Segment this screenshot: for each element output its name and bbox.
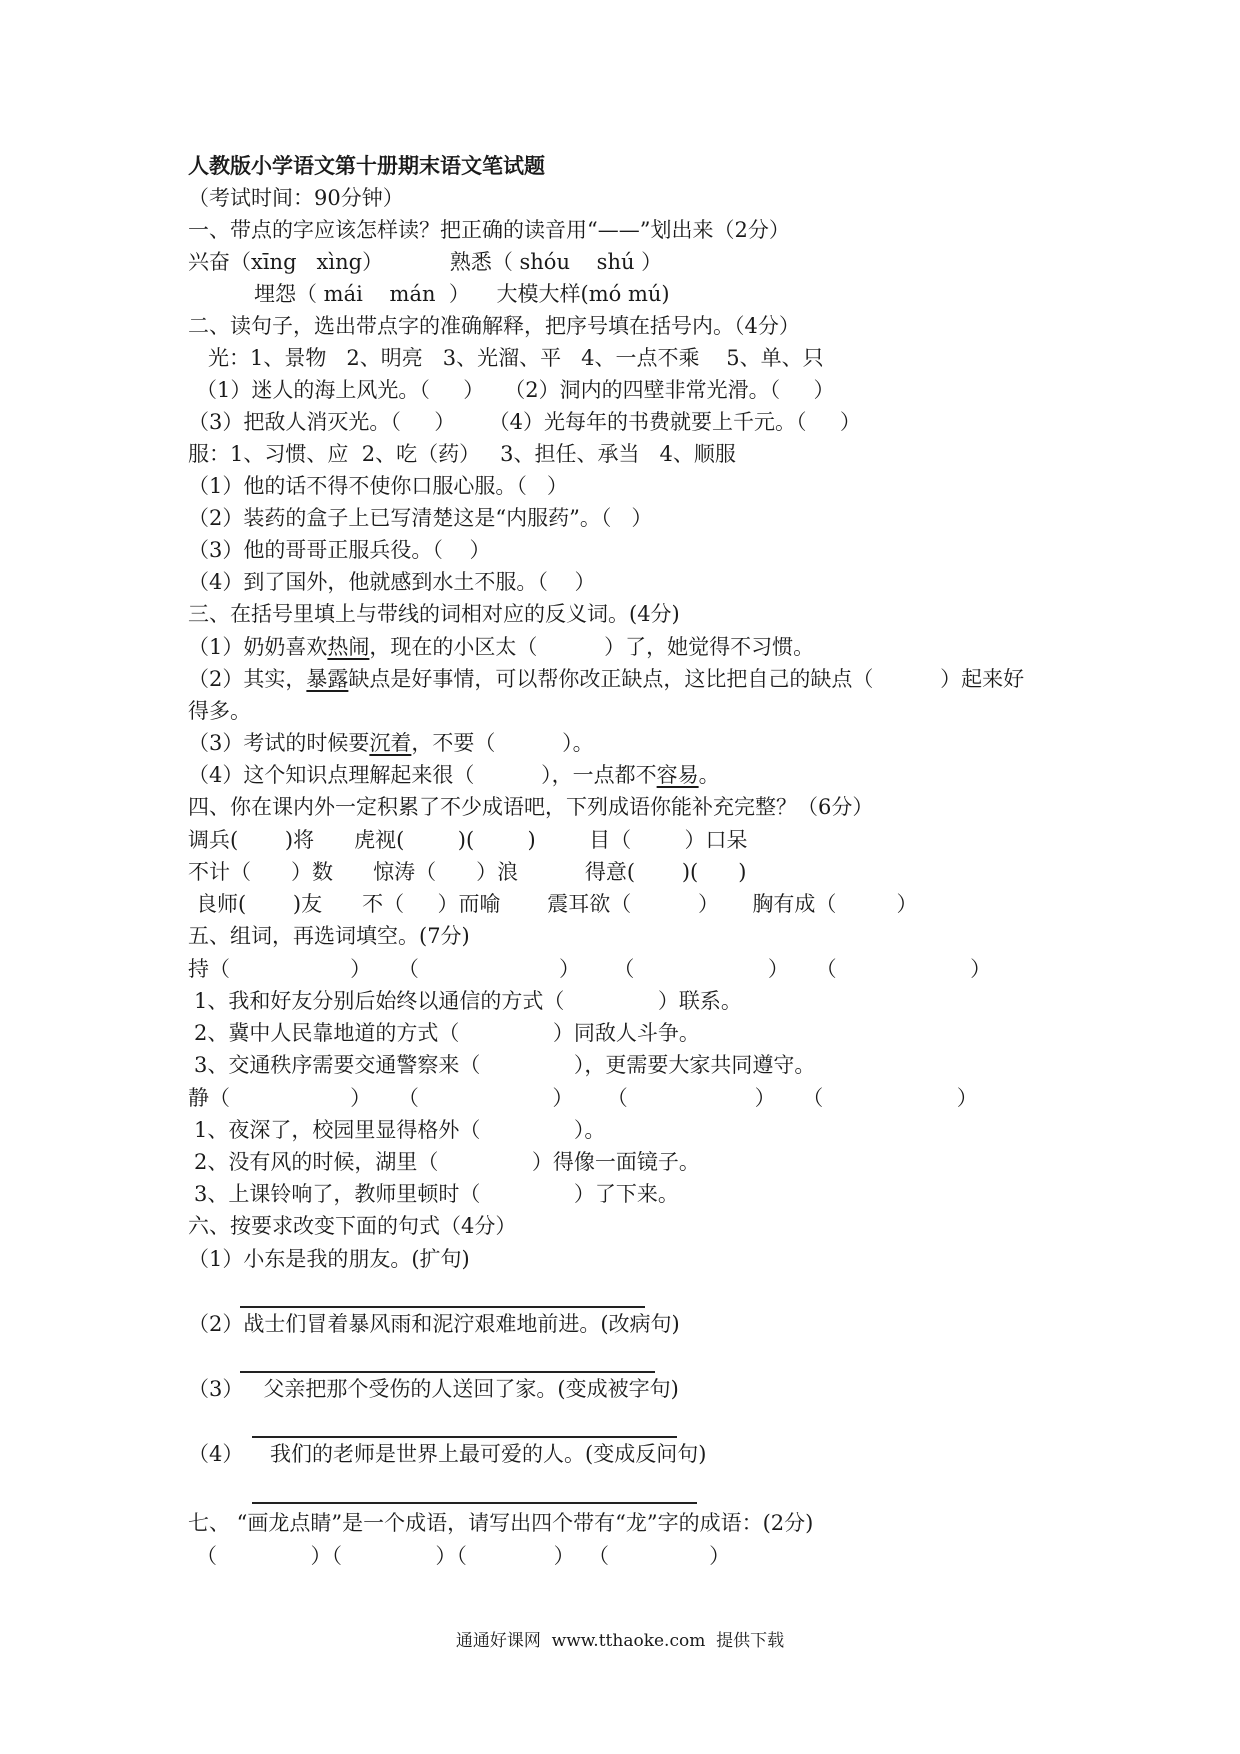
q7-heading: 七、 “画龙点睛”是一个成语，请写出四个带有“龙”字的成语：(2分) (188, 1511, 814, 1535)
q2-fu-4: （4）到了国外，他就感到水土不服。（ ） (188, 570, 596, 594)
underlined-word: 热闹 (327, 635, 370, 659)
q4-row-1: 调兵( )将 虎视( )( ) 目（ ）口呆 (188, 828, 748, 852)
q4-heading: 四、你在课内外一定积累了不少成语吧，下列成语你能补充完整？（6分） (188, 795, 874, 819)
q6-sentence-1: （1）小东是我的朋友。(扩句) (188, 1247, 470, 1271)
q2-fu-1: （1）他的话不得不使你口服心服。（ ） (188, 474, 568, 498)
underlined-word: 容易 (656, 763, 699, 787)
q2-fu-3: （3）他的哥哥正服兵役。（ ） (188, 538, 491, 562)
answer-line[interactable] (252, 1436, 677, 1438)
answer-line[interactable] (252, 1502, 697, 1504)
q2-fu-options: 服：1、习惯、应 2、吃（药） 3、担任、承当 4、顺服 (188, 442, 736, 466)
q5-heading: 五、组词，再选词填空。(7分) (188, 924, 470, 948)
q1-line-2: 埋怨（ mái mán ） 大模大样(mó mú) (254, 282, 670, 306)
q5-jing-2: 2、没有风的时候，湖里（ ）得像一面镜子。 (194, 1150, 700, 1174)
q5-jing-row: 静（ ） （ ） （ ） （ ） (188, 1086, 978, 1110)
exam-title: 人教版小学语文第十册期末语文笔试题 (188, 153, 545, 178)
answer-line[interactable] (240, 1371, 655, 1373)
q5-chi-1: 1、我和好友分别后始终以通信的方式（ ）联系。 (194, 989, 742, 1013)
q4-row-3: 良师( )友 不（ ）而喻 震耳欲（ ） 胸有成（ ） (196, 892, 918, 916)
q1-line-1: 兴奋（xīng xìng） 熟悉（ shóu shú ） (188, 250, 663, 274)
underlined-word: 暴露 (306, 667, 349, 691)
q6-sentence-2: （2）战士们冒着暴风雨和泥泞艰难地前进。(改病句) (188, 1312, 680, 1336)
exam-time: （考试时间：90分钟） (188, 186, 404, 210)
q2-guang-options: 光：1、景物 2、明亮 3、光溜、平 4、一点不乘 5、单、只 (208, 346, 824, 370)
answer-line[interactable] (240, 1306, 645, 1308)
q1-heading: 一、带点的字应该怎样读？把正确的读音用“——”划出来（2分） (188, 218, 790, 242)
q5-chi-3: 3、交通秩序需要交通警察来（ ），更需要大家共同遵守。 (194, 1053, 816, 1077)
q3-sentence-4: （4）这个知识点理解起来很（ ），一点都不容易。 (188, 763, 720, 787)
q3-sentence-2: （2）其实，暴露缺点是好事情，可以帮你改正缺点，这比把自己的缺点（ ）起来好 (188, 667, 1025, 691)
q5-chi-row: 持（ ） （ ） （ ） （ ） (188, 957, 992, 981)
q3-sentence-1: （1）奶奶喜欢热闹，现在的小区太（ ）了，她觉得不习惯。 (188, 635, 815, 659)
q3-sentence-2-cont: 得多。 (188, 699, 251, 723)
q5-jing-1: 1、夜深了，校园里显得格外（ ）。 (194, 1118, 606, 1142)
q3-sentence-3: （3）考试的时候要沉着，不要（ ）。 (188, 731, 594, 755)
q4-row-2: 不计（ ）数 惊涛（ ）浪 得意( )( ) (188, 860, 747, 884)
footer-credit: 通通好课网 www.tthaoke.com 提供下载 (455, 1631, 785, 1651)
q6-sentence-3: （3） 父亲把那个受伤的人送回了家。(变成被字句) (188, 1377, 679, 1401)
q6-heading: 六、按要求改变下面的句式（4分） (188, 1214, 517, 1238)
q7-answer-row: （ ）（ ）（ ） （ ） (196, 1544, 731, 1568)
q2-fu-2: （2）装药的盒子上已写清楚这是“内服药”。（ ） (188, 506, 653, 530)
q5-jing-3: 3、上课铃响了，教师里顿时（ ）了下来。 (194, 1182, 679, 1206)
q2-guang-row-1: （1）迷人的海上风光。（ ） （2）洞内的四壁非常光滑。（ ） (196, 378, 835, 402)
q6-sentence-4: （4） 我们的老师是世界上最可爱的人。(变成反问句) (188, 1442, 707, 1466)
q5-chi-2: 2、冀中人民靠地道的方式（ ）同敌人斗争。 (194, 1021, 700, 1045)
q2-guang-row-2: （3）把敌人消灭光。（ ） （4）光每年的书费就要上千元。（ ） (188, 410, 861, 434)
q2-heading: 二、读句子，选出带点字的准确解释，把序号填在括号内。（4分） (188, 314, 800, 338)
q3-heading: 三、在括号里填上与带线的词相对应的反义词。(4分) (188, 602, 680, 626)
underlined-word: 沉着 (369, 731, 412, 755)
